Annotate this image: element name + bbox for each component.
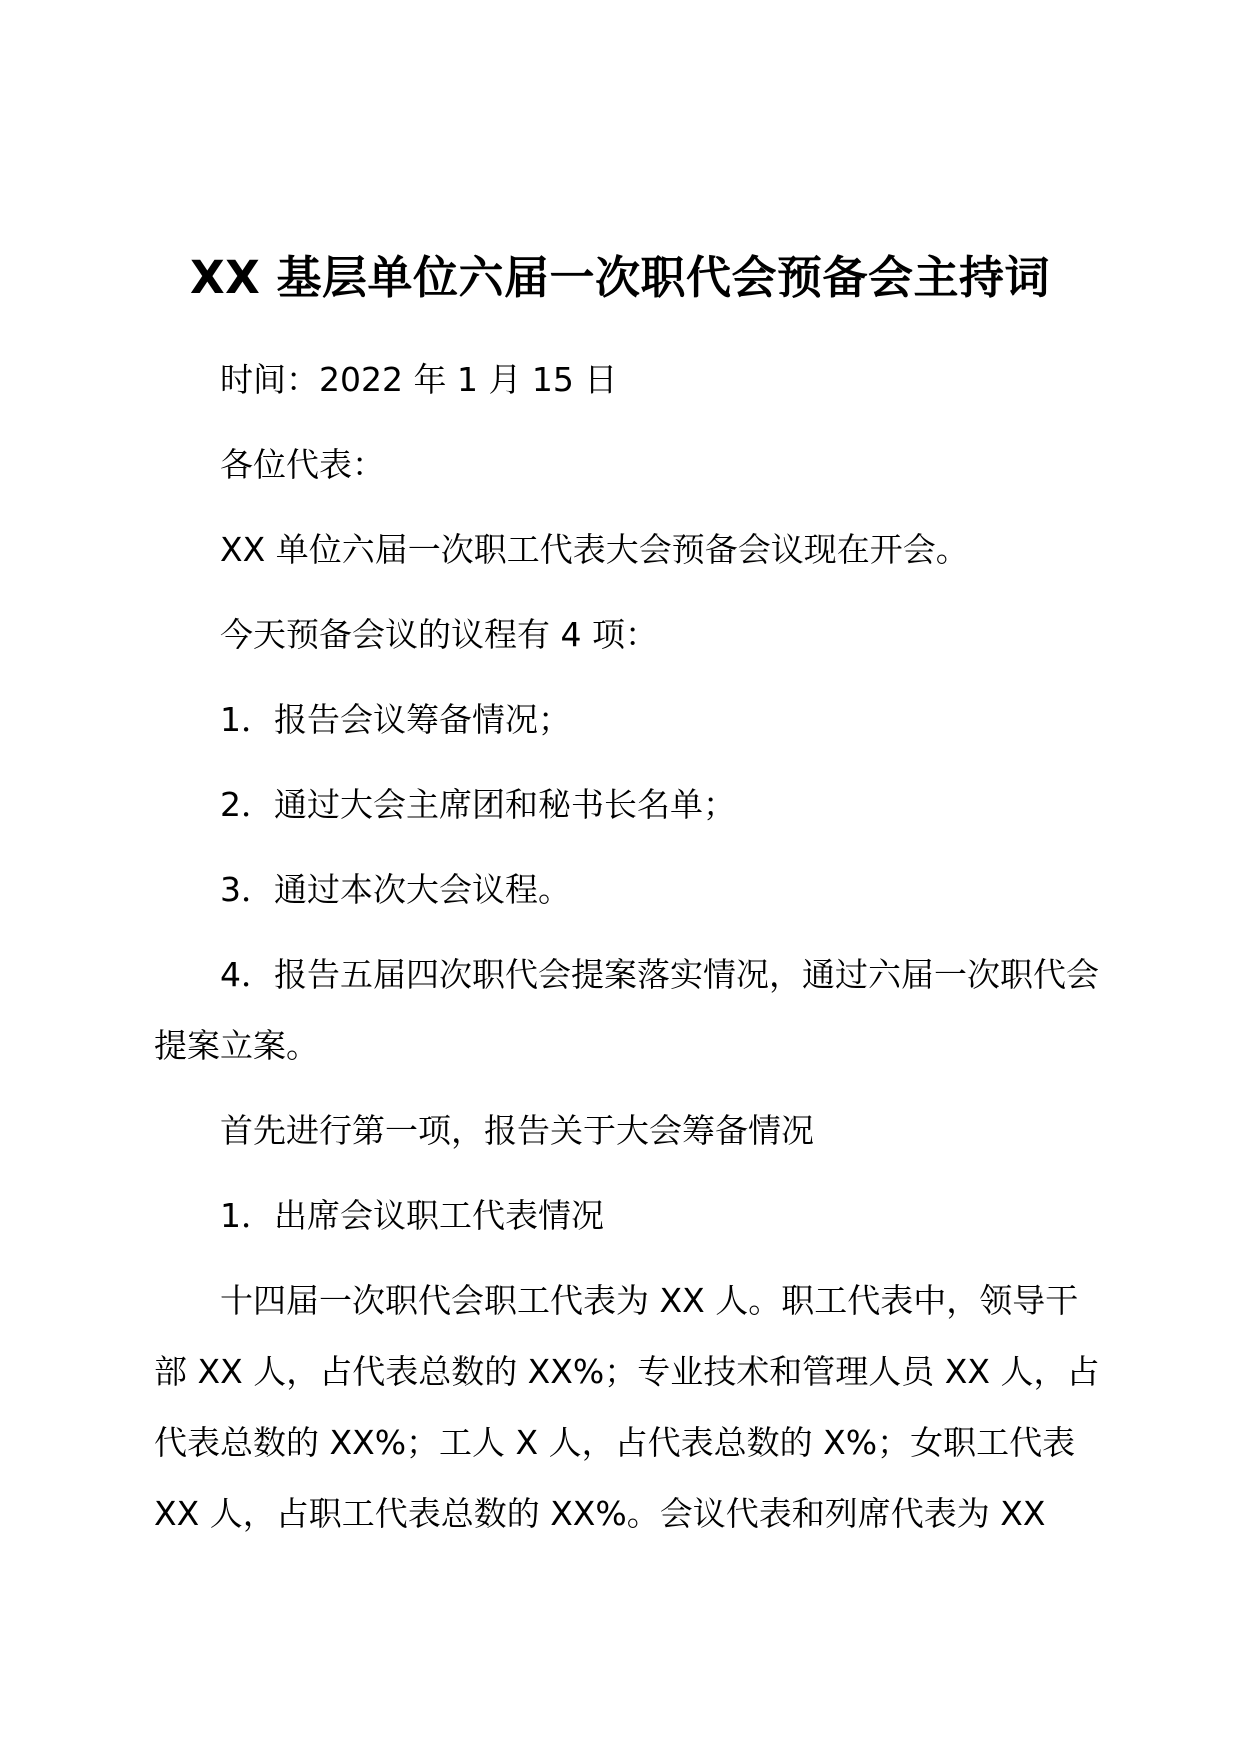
agenda-item-3: 3．通过本次大会议程。	[220, 870, 571, 909]
salutation: 各位代表：	[220, 445, 385, 484]
document-title: XX 基层单位六届一次职代会预备会主持词	[189, 251, 1051, 304]
agenda-item-1: 1．报告会议筹备情况；	[220, 700, 571, 739]
section-heading-1: 1．出席会议职工代表情况	[220, 1196, 604, 1235]
agenda-intro: 今天预备会议的议程有 4 项：	[220, 615, 658, 654]
representatives-paragraph: 十四届一次职代会职工代表为 XX 人。职工代表中，领导干部 XX 人，占代表总数的 XX%；专业技术和管理人员 XX 人，占代表总数的 XX%；工人 X 人，占代表总数的 X%；女职工代表 XX 人，占职工代表总数的 XX%。会议代表和列席代表为 XX	[154, 1281, 1100, 1533]
document-body	[154, 344, 1104, 1563]
opening-statement: XX 单位六届一次职工代表大会预备会议现在开会。	[220, 530, 969, 569]
first-item-intro: 首先进行第一项，报告关于大会筹备情况	[220, 1111, 814, 1150]
agenda-item-4: 4．报告五届四次职代会提案落实情况，通过六届一次职代会提案立案。	[154, 955, 1099, 1065]
agenda-item-2: 2．通过大会主席团和秘书长名单；	[220, 785, 736, 824]
date-line: 时间：2022 年 1 月 15 日	[220, 360, 618, 399]
